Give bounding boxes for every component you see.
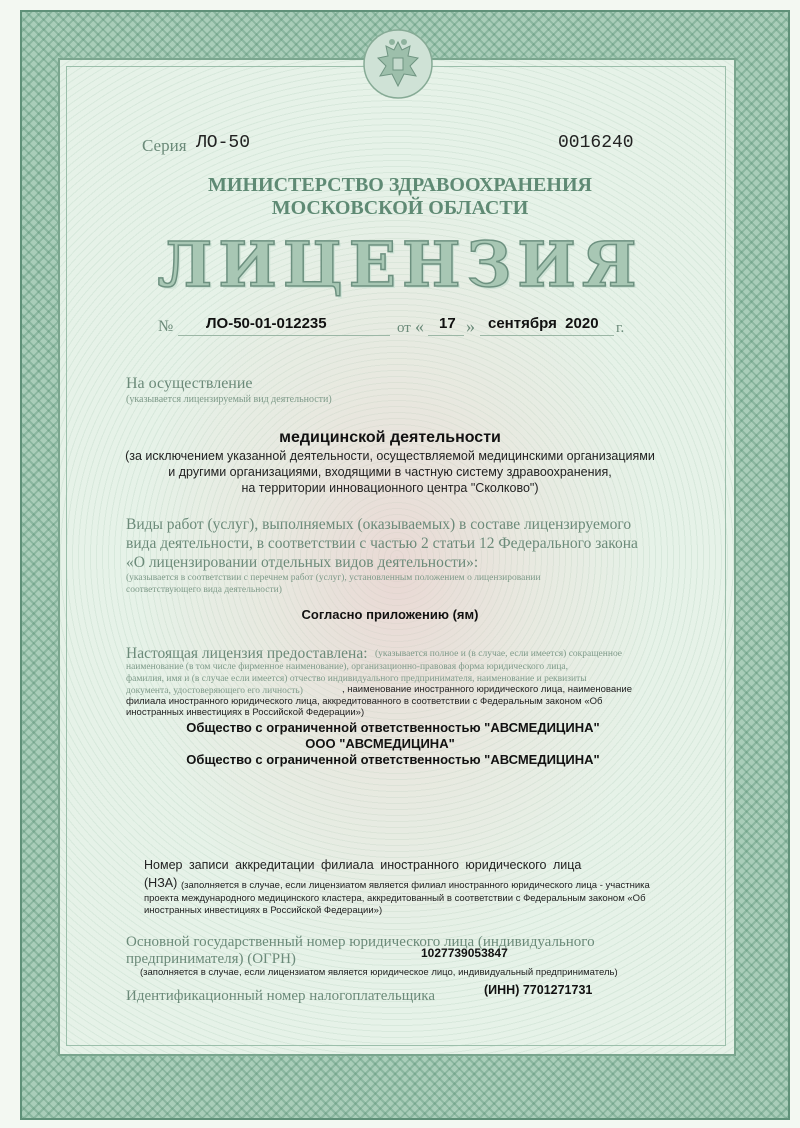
works-hint-1: (указывается в соответствии с перечнем работ (услуг), установленным положением о лицензировании (126, 573, 541, 583)
licensee-short-name: ООО "АВСМЕДИЦИНА" (305, 736, 455, 751)
number-underline (178, 335, 390, 336)
quote-open: « (415, 316, 424, 336)
ministry-line-2: МОСКОВСКОЙ ОБЛАСТИ (271, 197, 529, 219)
accreditation-hint-3: иностранных инвестициях в Российской Федерации») (144, 905, 383, 916)
works-line-1: Виды работ (услуг), выполняемых (оказываемых) в составе лицензируемого (126, 516, 632, 533)
accreditation-line-2: (НЗА) (144, 876, 178, 890)
license-day: 17 (439, 315, 456, 332)
activity-desc-2: и другими организациями, входящими в частную систему здравоохранения, (168, 465, 612, 479)
series-value: ЛО-50 (196, 133, 251, 153)
inn-label: Идентификационный номер налогоплательщика (126, 988, 436, 1004)
licensee-hint-4: , наименование иностранного юридического лица, наименование (342, 684, 632, 695)
licensee-hint-6: иностранных инвестициях в Российской Федерации») (126, 707, 365, 718)
month-underline (480, 335, 614, 336)
works-hint-2: соответствующего вида деятельности) (126, 585, 282, 595)
day-underline (428, 335, 464, 336)
ogrn-value: 1027739053847 (421, 946, 508, 960)
from-label: от (397, 320, 411, 336)
activity-name: медицинской деятельности (279, 429, 501, 446)
accreditation-hint-2: проекта международного медицинского кластера, аккредитованный в соответствии с Федеральным законом «Об (144, 893, 646, 904)
ogrn-hint: (заполняется в случае, если лицензиатом является юридическое лицо, индивидуальный предприниматель) (140, 967, 618, 978)
licensee-full-name: Общество с ограниченной ответственностью "АВСМЕДИЦИНА" (186, 720, 600, 735)
ogrn-line-2: предпринимателя) (ОГРН) (126, 951, 296, 967)
works-line-2: вида деятельности, в соответствии с частью 2 статьи 12 Федерального закона (126, 535, 638, 552)
year-suffix: г. (616, 320, 625, 336)
licensee-hint-1: наименование (в том числе фирменное наименование), организационно-правовая форма юридического лица, (126, 662, 569, 672)
ministry-line-1: МИНИСТЕРСТВО ЗДРАВООХРАНЕНИЯ (208, 174, 592, 196)
licensee-label: Настоящая лицензия предоставлена: (126, 645, 368, 662)
coat-of-arms-icon (362, 28, 434, 100)
series-label: Серия (142, 136, 187, 155)
activity-desc-3: на территории инновационного центра "Сколково") (241, 481, 539, 495)
accreditation-hint-1: (заполняется в случае, если лицензиатом является филиал иностранного юридического лица - участника (181, 880, 650, 891)
form-number: 0016240 (558, 133, 634, 153)
quote-close: » (466, 316, 475, 336)
inn-value: (ИНН) 7701271731 (484, 983, 593, 997)
accreditation-line-1: Номер записи аккредитации филиала иностранного юридического лица (144, 858, 582, 872)
licensee-brand-name: Общество с ограниченной ответственностью "АВСМЕДИЦИНА" (186, 752, 600, 767)
activity-desc-1: (за исключением указанной деятельности, осуществляемой медицинскими организациями (125, 449, 655, 463)
licensee-hint-2: фамилия, имя и (в случае если имеется) отчество индивидуального предпринимателя, наименование и реквизиты (126, 674, 587, 684)
document-title: ЛИЦЕНЗИЯ (157, 228, 643, 301)
number-sign: № (158, 318, 174, 335)
works-line-3: «О лицензировании отдельных видов деятельности»: (126, 554, 479, 571)
license-number: ЛО-50-01-012235 (206, 315, 327, 332)
activity-label: На осуществление (126, 375, 253, 392)
activity-hint: (указывается лицензируемый вид деятельности) (126, 394, 332, 405)
licensee-hint-5: филиала иностранного юридического лица, аккредитованного в соответствии с Федеральным законом «Об (126, 696, 603, 707)
licensee-hint-3: документа, удостоверяющего его личность) (126, 686, 303, 696)
ogrn-line-1: Основной государственный номер юридического лица (индивидуального (126, 934, 595, 950)
license-month-year: сентября 2020 (488, 315, 599, 332)
works-value: Согласно приложению (ям) (301, 607, 479, 622)
licensee-hint-a: (указывается полное и (в случае, если имеется) сокращенное (375, 649, 623, 659)
